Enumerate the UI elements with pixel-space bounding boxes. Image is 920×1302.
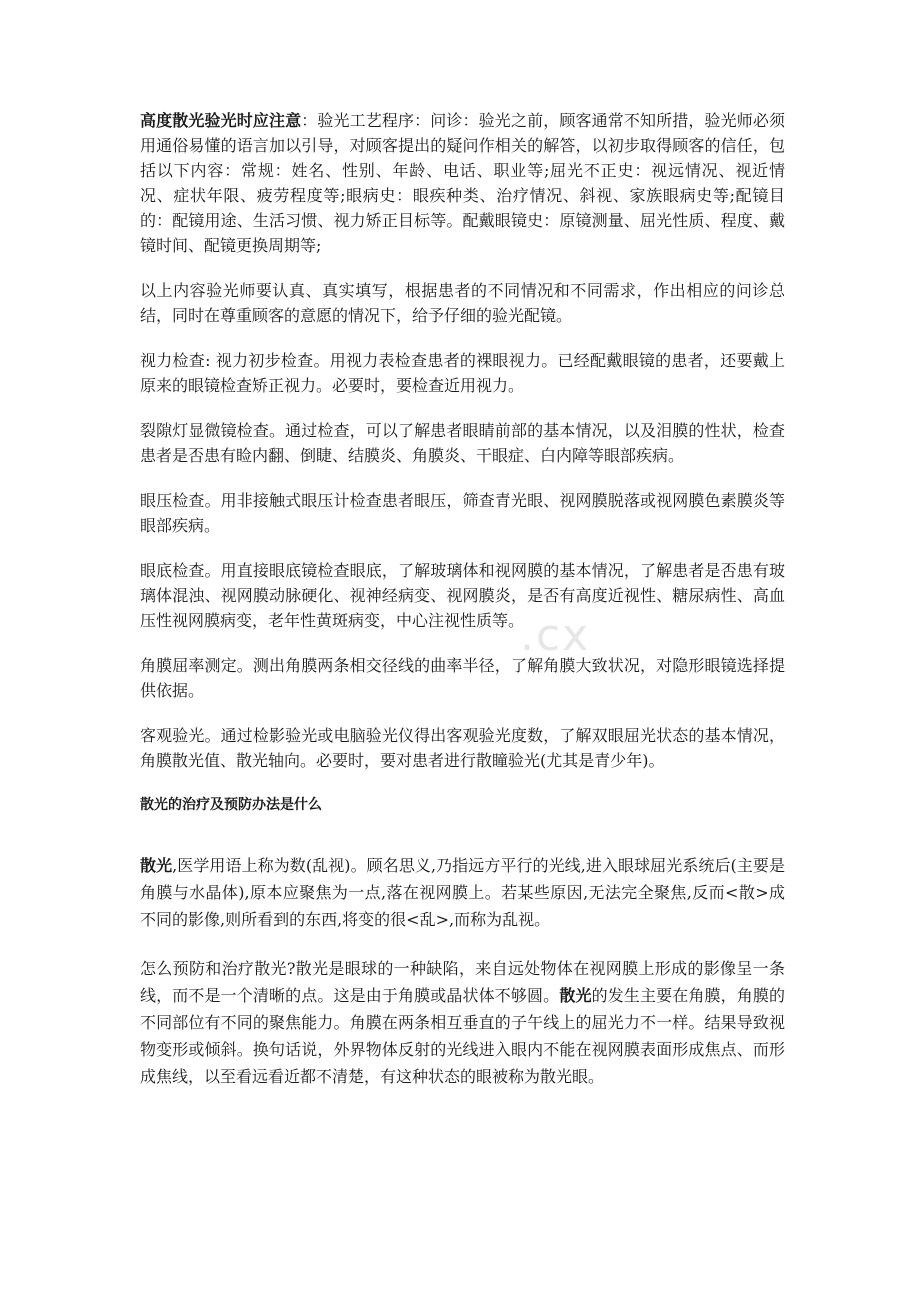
- paragraph-refraction-procedure: [140, 108, 785, 258]
- inline-bold-term: 散光: [559, 986, 592, 1005]
- paragraph-lead-bold: 高度散光验光时应注意: [140, 111, 302, 130]
- paragraph-text: 的发生主要在角膜，角膜的不同部位有不同的聚焦能力。角膜在两条相互垂直的子午线上的屈光力不一样。结果导致视物变形或倾斜。换句话说，外界物体反射的光线进入眼内不能在视网膜表面形成焦点、而形成焦线，以至看远看近都不清楚，有这种状态的眼被称为散光眼。: [140, 986, 785, 1086]
- paragraph-astigmatism-definition: [140, 852, 785, 933]
- paragraph-prevention-treatment: [140, 955, 785, 1090]
- paragraph-fundus-exam: 眼底检查。用直接眼底镜检查眼底，了解玻璃体和视网膜的基本情况，了解患者是否患有玻璃体混浊、视网膜动脉硬化、视神经病变、视网膜炎，是否有高度近视性、糖尿病性、高血压性视网膜病变，老年性黄斑病变，中心注视性质等。: [140, 561, 785, 630]
- paragraph-text: ：验光工艺程序：问诊：验光之前，顾客通常不知所措，验光师必须用通俗易懂的语言加以引导，对顾客提出的疑问作相关的解答，以初步取得顾客的信任，包括以下内容：常规：姓名、性别、年龄、电话、职业等;屈光不正史：视远情况、视近情况、症状年限、疲劳程度等;眼病史：眼疾种类、治疗情况、斜视、家族眼病史等;配镜目的：配镜用途、生活习惯、视力矫正目标等。配戴眼镜史：原镜测量、屈光性质、程度、戴镜时间、配镜更换周期等;: [140, 111, 785, 255]
- paragraph-consultation-summary: 以上内容验光师要认真、真实填写，根据患者的不同情况和不同需求，作出相应的问诊总结，同时在尊重顾客的意愿的情况下，给予仔细的验光配镜。: [140, 281, 785, 325]
- paragraph-cornea-curvature: 角膜屈率测定。测出角膜两条相交径线的曲率半径，了解角膜大致状况，对隐形眼镜选择提供依据。: [140, 656, 785, 700]
- paragraph-objective-refraction: 客观验光。通过检影验光或电脑验光仪得出客观验光度数，了解双眼屈光状态的基本情况，角膜散光值、散光轴向。必要时，要对患者进行散瞳验光(尤其是青少年)。: [140, 726, 785, 770]
- paragraph-eye-pressure: 眼压检查。用非接触式眼压计检查患者眼压，筛查青光眼、视网膜脱落或视网膜色素膜炎等眼部疾病。: [140, 491, 785, 535]
- paragraph-lead-bold: 散光: [140, 856, 173, 875]
- paragraph-text: 怎么预防和治疗散光?散光是眼球的一种缺陷，来自远处物体在视网膜上形成的影像呈一条线，而不是一个清晰的点。这是由于角膜或晶状体不够圆。: [140, 959, 785, 1005]
- paragraph-slit-lamp: 裂隙灯显微镜检查。通过检查，可以了解患者眼睛前部的基本情况，以及泪膜的性状，检查患者是否患有睑内翻、倒睫、结膜炎、角膜炎、干眼症、白内障等眼部疾病。: [140, 421, 785, 465]
- document-page: [140, 108, 785, 1112]
- paragraph-text: ,医学用语上称为数(乱视)。顾名思义,乃指远方平行的光线,进入眼球屈光系统后(主要是角膜与水晶体),原本应聚焦为一点,落在视网膜上。若某些原因,无法完全聚焦,反而<散>成不同的影像,则所看到的东西,将变的很<乱>,而称为乱视。: [140, 856, 785, 929]
- watermark: .cx: [520, 610, 591, 661]
- paragraph-vision-test: 视力检查: 视力初步检查。用视力表检查患者的裸眼视力。已经配戴眼镜的患者，还要戴上原来的眼镜检查矫正视力。必要时，要检查近用视力。: [140, 351, 785, 395]
- section-heading: 散光的治疗及预防办法是什么: [140, 797, 322, 813]
